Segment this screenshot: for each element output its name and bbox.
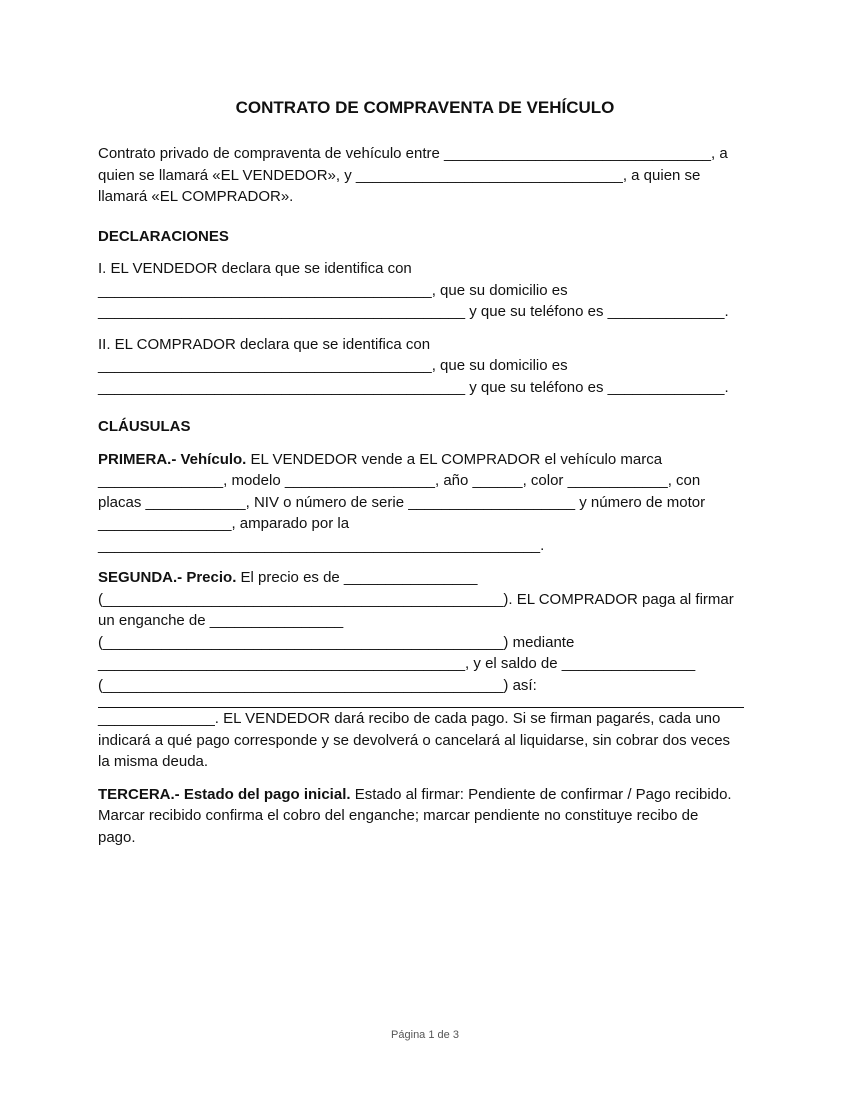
clausula-line: _____________________________________________________.: [98, 536, 545, 554]
declaracion-line: II. EL COMPRADOR declara que se identifica con: [98, 335, 431, 353]
clausula-label: PRIMERA.- Vehículo.: [98, 450, 247, 468]
clausula-line: la misma deuda.: [98, 753, 209, 770]
clausula-text: Estado al firmar: Pendiente de confirmar / Pago recibido.: [350, 785, 732, 803]
declaracion-vendedor: [98, 258, 758, 323]
declaracion-line: ________________________________________, que su domicilio es: [98, 281, 568, 299]
intro-line: llamará «EL COMPRADOR».: [98, 188, 294, 205]
clausulas-heading: CLÁUSULAS: [98, 418, 191, 435]
clausula-text: El precio es de ________________: [236, 569, 478, 586]
clausula-line: (________________________________________________). EL COMPRADOR paga al firmar: [98, 590, 734, 608]
intro-line: Contrato privado de compraventa de vehículo entre ________________________________, a: [98, 145, 728, 162]
clausula-line: pago.: [98, 828, 136, 846]
declaracion-comprador: [98, 334, 758, 399]
clausula-line: (________________________________________________) mediante: [98, 633, 575, 651]
document-body: [98, 143, 758, 848]
clausula-line: ______________. EL VENDEDOR dará recibo de cada pago. Si se firman pagarés, cada uno: [98, 710, 721, 727]
clausula-line: _______________, modelo __________________, año ______, color ____________, con: [98, 472, 701, 489]
clausula-line: placas ____________, NIV o número de serie ____________________ y número de motor: [98, 493, 706, 511]
intro-paragraph: [98, 143, 758, 208]
clausula-line: ____________________________________________, y el saldo de ________________: [98, 655, 696, 672]
intro-line: quien se llamará «EL VENDEDOR», y ________________________________, a quien se: [98, 166, 701, 184]
clausula-segunda: [98, 567, 758, 773]
clausula-text: EL VENDEDOR vende a EL COMPRADOR el vehículo marca: [246, 450, 663, 468]
clausula-line: ________________, amparado por la: [98, 515, 350, 532]
clausula-label: TERCERA.- Estado del pago inicial.: [98, 785, 351, 803]
declaracion-line: ____________________________________________ y que su teléfono es ______________.: [98, 378, 729, 396]
declaracion-line: ____________________________________________ y que su teléfono es ______________.: [98, 303, 729, 320]
clausula-line: un enganche de ________________: [98, 612, 344, 629]
page-number-footer: Página 1 de 3: [391, 1029, 459, 1041]
clausula-label: SEGUNDA.- Precio.: [98, 569, 237, 586]
clausula-line: indicará a qué pago corresponde y se devolverá o cancelará al liquidarse, sin cobrar dos veces: [98, 731, 731, 749]
clausula-line: Marcar recibido confirma el cobro del enganche; marcar pendiente no constituye recibo de: [98, 807, 699, 824]
clausula-primera: [98, 449, 758, 557]
document-title: CONTRATO DE COMPRAVENTA DE VEHÍCULO: [235, 98, 615, 117]
clausula-line: (________________________________________________) así:: [98, 676, 537, 694]
clausula-tercera: [98, 784, 758, 849]
declaracion-line: ________________________________________, que su domicilio es: [98, 357, 568, 374]
declaracion-line: I. EL VENDEDOR declara que se identifica con: [98, 260, 412, 277]
declaraciones-heading: DECLARACIONES: [98, 227, 229, 245]
